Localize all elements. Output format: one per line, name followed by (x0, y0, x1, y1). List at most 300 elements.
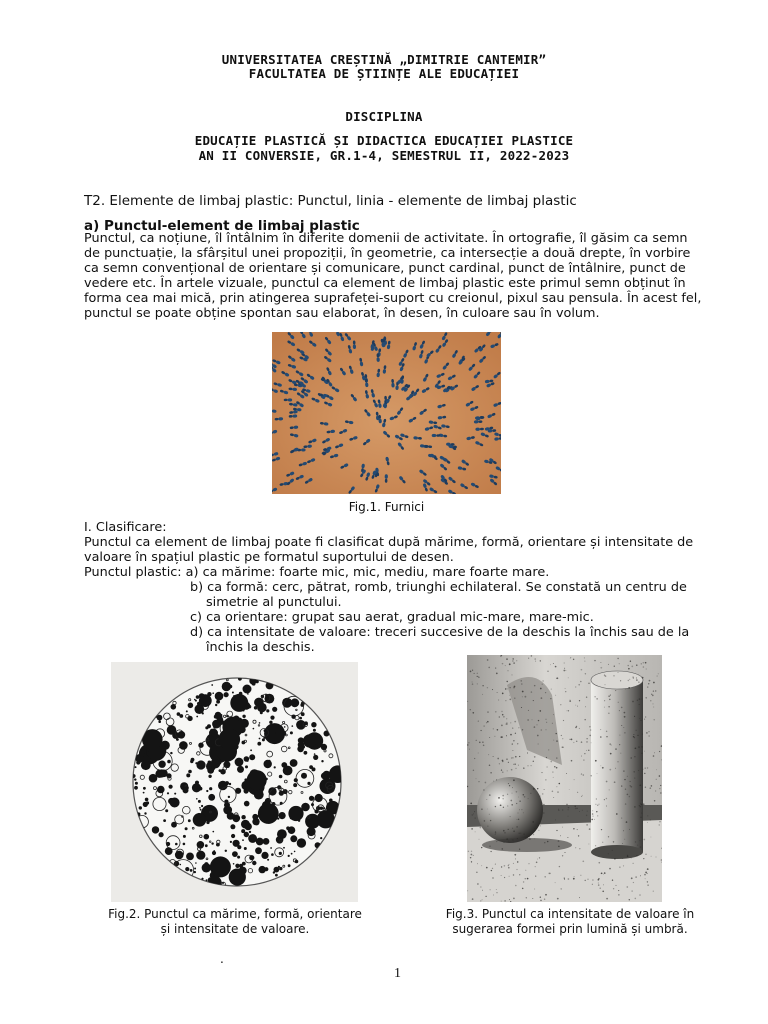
stipple-dot (577, 829, 578, 830)
stipple-dot (534, 658, 536, 660)
dot-mark (212, 766, 215, 769)
stipple-dot (626, 886, 628, 888)
stipple-dot (545, 894, 547, 896)
dot-mark (291, 853, 293, 855)
stipple-dot (589, 735, 591, 737)
stipple-dot (639, 718, 640, 719)
stipple-dot (564, 852, 565, 853)
dot-mark (175, 843, 178, 846)
stipple-dot (508, 841, 509, 842)
stipple-dot (467, 744, 468, 745)
stipple-dot (598, 884, 599, 885)
dot-mark (233, 863, 235, 865)
stipple-dot (517, 819, 518, 820)
dot-mark (242, 702, 250, 710)
stipple-dot (544, 842, 545, 843)
stipple-dot (504, 832, 506, 834)
dot-mark (190, 760, 193, 763)
stipple-dot (608, 695, 609, 696)
stipple-dot (519, 800, 520, 801)
stipple-dot (643, 666, 645, 668)
dot-mark (158, 761, 165, 768)
stipple-dot (584, 753, 585, 754)
stipple-dot (589, 726, 590, 727)
stipple-dot (595, 845, 596, 846)
stipple-dot (656, 779, 657, 780)
stipple-dot (615, 690, 616, 691)
stipple-dot (472, 683, 474, 685)
stipple-dot (496, 892, 497, 893)
stipple-dot (503, 716, 505, 718)
stipple-dot (534, 756, 536, 758)
dot-mark (178, 731, 186, 739)
stipple-dot (642, 734, 643, 735)
stipple-dot (558, 840, 560, 842)
stipple-dot (581, 756, 582, 757)
stipple-dot (497, 692, 498, 693)
stipple-dot (553, 777, 554, 778)
stipple-dot (565, 670, 566, 671)
dot-mark (247, 760, 249, 762)
stipple-dot (487, 711, 488, 712)
stipple-dot (528, 710, 529, 711)
stipple-dot (604, 675, 605, 676)
stipple-dot (555, 666, 557, 668)
stipple-dot (587, 811, 588, 812)
stipple-dot (507, 806, 508, 807)
stipple-dot (639, 894, 641, 896)
stipple-dot (512, 750, 513, 751)
stipple-dot (596, 798, 597, 799)
stipple-dot (511, 804, 513, 806)
dot-mark (263, 838, 270, 845)
stipple-dot (541, 729, 543, 731)
stipple-dot (515, 885, 517, 887)
stipple-dot (645, 878, 646, 879)
stipple-dot (482, 694, 483, 695)
stipple-dot (609, 699, 611, 701)
stipple-dot (552, 723, 553, 724)
dot-mark (230, 824, 235, 829)
stipple-dot (603, 884, 604, 885)
dot-mark (299, 717, 302, 720)
stipple-dot (544, 789, 545, 790)
stipple-dot (477, 883, 479, 885)
stipple-dot (473, 855, 474, 856)
dot-mark (217, 761, 221, 765)
dot-mark (295, 860, 299, 864)
dot-mark (237, 766, 244, 773)
stipple-dot (489, 814, 490, 815)
stipple-dot (646, 668, 647, 669)
dot-mark (279, 852, 282, 855)
dot-mark (244, 847, 247, 850)
stipple-dot (471, 861, 472, 862)
stipple-dot (512, 787, 513, 788)
stipple-dot (647, 873, 648, 874)
stipple-dot (564, 662, 565, 663)
stipple-dot (606, 736, 607, 737)
dot-mark (206, 879, 208, 881)
stipple-dot (566, 773, 567, 774)
stipple-dot (483, 789, 485, 791)
stipple-dot (556, 786, 557, 787)
stipple-dot (597, 805, 598, 806)
stipple-dot (636, 678, 637, 679)
stipple-dot (512, 660, 513, 661)
stipple-dot (602, 842, 603, 843)
stipple-dot (489, 737, 490, 738)
stipple-dot (517, 861, 518, 862)
dot-mark (241, 815, 245, 819)
dot-mark (284, 726, 286, 728)
stipple-dot (654, 752, 655, 753)
stipple-dot (505, 665, 506, 666)
dot-mark (179, 741, 188, 750)
stipple-dot (476, 778, 477, 779)
stipple-dot (499, 763, 500, 764)
stipple-dot (647, 868, 649, 870)
stipple-dot (616, 813, 618, 815)
dot-mark (198, 813, 200, 815)
stipple-dot (649, 680, 651, 682)
stipple-dot (575, 808, 577, 810)
stipple-dot (581, 773, 582, 774)
stipple-dot (624, 779, 625, 780)
dot-mark (228, 796, 230, 798)
dot-mark (264, 867, 268, 871)
stipple-dot (479, 742, 481, 744)
dot-mark (200, 809, 202, 811)
stipple-dot (515, 756, 517, 758)
stipple-dot (608, 713, 609, 714)
dot-mark (321, 744, 327, 750)
dot-mark (255, 847, 262, 854)
stipple-dot (485, 782, 487, 784)
section-title: T2. Elemente de limbaj plastic: Punctul, linia - elemente de limbaj plastic (84, 193, 577, 209)
dot-mark (265, 778, 268, 781)
stipple-dot (501, 848, 503, 850)
stipple-dot (595, 804, 596, 805)
stipple-dot (563, 720, 564, 721)
stipple-dot (477, 683, 478, 684)
stipple-dot (470, 671, 472, 673)
dot-mark (264, 723, 285, 744)
dot-mark (307, 782, 310, 785)
stipple-dot (468, 851, 469, 852)
stipple-dot (508, 762, 509, 763)
stipple-dot (577, 808, 578, 809)
stipple-dot (653, 706, 654, 707)
stipple-dot (521, 683, 523, 685)
stipple-dot (606, 805, 607, 806)
stipple-dot (540, 900, 542, 902)
stipple-dot (579, 897, 580, 898)
stipple-dot (496, 841, 497, 842)
stipple-dot (531, 691, 532, 692)
stipple-dot (584, 661, 585, 662)
stipple-dot (486, 722, 487, 723)
stipple-dot (630, 785, 631, 786)
stipple-dot (588, 750, 589, 751)
stipple-dot (591, 742, 592, 743)
dot-mark (185, 786, 189, 790)
stipple-dot (556, 767, 558, 769)
stipple-dot (479, 839, 480, 840)
stipple-dot (628, 687, 630, 689)
stipple-dot (562, 738, 563, 739)
stipple-dot (564, 877, 565, 878)
stipple-dot (576, 741, 577, 742)
dot-mark (139, 806, 142, 809)
stipple-dot (573, 828, 575, 830)
dot-mark (163, 819, 166, 822)
stipple-dot (590, 775, 591, 776)
dot-mark (254, 706, 258, 710)
stipple-dot (556, 733, 557, 734)
stipple-dot (598, 862, 600, 864)
dot-mark (205, 844, 208, 847)
stipple-dot (660, 785, 661, 786)
stipple-dot (623, 770, 624, 771)
stipple-dot (614, 666, 615, 667)
dot-mark (149, 774, 158, 783)
stipple-dot (540, 897, 541, 898)
stipple-dot (467, 701, 468, 702)
stipple-dot (519, 756, 520, 757)
stipple-dot (542, 680, 543, 681)
stipple-dot (614, 781, 616, 783)
stipple-dot (507, 670, 508, 671)
stipple-dot (558, 809, 559, 810)
stipple-dot (533, 761, 534, 762)
dot-mark (199, 693, 205, 699)
stipple-dot (608, 853, 609, 854)
stipple-dot (624, 732, 626, 734)
stipple-dot (502, 795, 504, 797)
stipple-dot (474, 811, 475, 812)
stipple-dot (518, 832, 520, 834)
dot-mark (155, 731, 159, 735)
fig2-dots-circle-image (111, 662, 358, 902)
stipple-dot (644, 874, 646, 876)
stipple-dot (625, 689, 626, 690)
dot-mark (274, 766, 276, 768)
dot-mark (243, 685, 252, 694)
dot-mark (199, 807, 201, 809)
dot-mark (242, 715, 245, 718)
stipple-dot (533, 834, 534, 835)
stipple-dot (497, 758, 499, 760)
fig2-caption-line1: Fig.2. Punctul ca mărime, formă, orientare (108, 907, 362, 921)
stipple-dot (651, 694, 652, 695)
fig3-caption-line1: Fig.3. Punctul ca intensitate de valoare în (445, 907, 695, 921)
stipple-dot (647, 815, 648, 816)
dot-mark (224, 692, 229, 697)
stipple-dot (493, 895, 494, 896)
stipple-dot (482, 890, 483, 891)
stipple-dot (538, 744, 539, 745)
stipple-dot (638, 746, 640, 748)
stipple-dot (535, 866, 536, 867)
stipple-dot (634, 806, 636, 808)
stipple-dot (555, 695, 556, 696)
stipple-dot (583, 774, 585, 776)
stipple-dot (530, 765, 531, 766)
stipple-dot (534, 726, 536, 728)
dot-mark (233, 840, 240, 847)
university-name: UNIVERSITATEA CREȘTINĂ „DIMITRIE CANTEMIR” (221, 52, 547, 67)
dot-mark (255, 680, 258, 683)
stipple-dot (480, 900, 481, 901)
stipple-dot (475, 831, 476, 832)
dot-mark (174, 793, 176, 795)
dot-mark (207, 724, 211, 728)
stipple-dot (619, 735, 620, 736)
stipple-dot (627, 855, 628, 856)
dot-mark (211, 842, 213, 844)
dot-mark (305, 806, 307, 808)
stipple-dot (621, 725, 622, 726)
stipple-dot (474, 758, 475, 759)
stipple-dot (563, 670, 565, 672)
dot-mark (250, 855, 254, 859)
stipple-dot (600, 736, 602, 738)
stipple-dot (482, 741, 483, 742)
stipple-dot (521, 680, 522, 681)
stipple-dot (525, 870, 526, 871)
stipple-dot (495, 668, 496, 669)
dot-mark (237, 856, 240, 859)
stipple-dot (529, 836, 530, 837)
stipple-dot (640, 803, 641, 804)
paragraph-line: Punctul, ca noțiune, îl întâlnim în diferite domenii de activitate. În ortografie, îl găsim ca semn (84, 231, 688, 246)
stipple-dot (516, 826, 518, 828)
dot-mark (283, 847, 285, 849)
stipple-dot (504, 865, 506, 867)
stipple-dot (518, 819, 519, 820)
stipple-dot (523, 794, 525, 796)
stipple-dot (567, 816, 568, 817)
stipple-dot (478, 677, 479, 678)
dot-mark (252, 682, 256, 686)
dot-mark (314, 753, 316, 755)
dot-mark (159, 832, 164, 837)
dot-mark (158, 720, 161, 723)
stipple-dot (559, 783, 561, 785)
stipple-dot (571, 739, 573, 741)
stipple-dot (615, 768, 616, 769)
dot-mark (293, 783, 297, 787)
stipple-dot (473, 813, 474, 814)
stipple-dot (657, 676, 658, 677)
dot-mark (311, 722, 316, 727)
stipple-dot (520, 833, 521, 834)
stipple-dot (543, 812, 545, 814)
stipple-dot (514, 854, 516, 856)
dot-mark (286, 826, 290, 830)
stipple-dot (523, 812, 524, 813)
dot-mark (260, 867, 262, 869)
stipple-dot (598, 804, 599, 805)
stipple-dot (557, 677, 559, 679)
stipple-dot (594, 660, 595, 661)
dot-mark (229, 783, 231, 785)
stipple-dot (560, 704, 561, 705)
stipple-dot (470, 857, 471, 858)
fig2-caption-line2: și intensitate de valoare. (160, 922, 310, 936)
stipple-dot (491, 870, 492, 871)
stipple-dot (621, 707, 623, 709)
stipple-dot (647, 881, 648, 882)
stipple-dot (513, 662, 514, 663)
stipple-dot (635, 841, 636, 842)
dot-mark (215, 704, 217, 706)
stipple-dot (513, 863, 514, 864)
stipple-dot (643, 769, 644, 770)
stipple-dot (608, 836, 609, 837)
stipple-dot (618, 894, 619, 895)
dot-mark (264, 760, 272, 768)
dot-mark (253, 728, 255, 730)
stipple-dot (567, 837, 568, 838)
stipple-dot (502, 693, 504, 695)
dot-mark (152, 826, 159, 833)
stipple-dot (502, 663, 504, 665)
stipple-dot (495, 711, 497, 713)
stipple-dot (566, 804, 568, 806)
stipple-dot (495, 834, 496, 835)
stipple-dot (613, 888, 614, 889)
stipple-dot (615, 748, 617, 750)
stipple-dot (653, 690, 654, 691)
stipple-dot (489, 845, 491, 847)
stipple-dot (575, 686, 576, 687)
stipple-dot (629, 829, 630, 830)
stipple-dot (550, 698, 551, 699)
stipple-dot (476, 872, 477, 873)
stipple-dot (516, 791, 518, 793)
stipple-dot (631, 877, 633, 879)
dot-mark (311, 803, 314, 806)
stipple-dot (510, 816, 511, 817)
dot-mark (313, 729, 316, 732)
stipple-dot (501, 725, 503, 727)
stipple-dot (598, 882, 599, 883)
dot-mark (190, 869, 193, 872)
stipple-dot (560, 888, 561, 889)
stipple-dot (505, 700, 506, 701)
stipple-dot (514, 763, 515, 764)
fig3-caption-line2: sugerarea formei prin lumină și umbră. (452, 922, 688, 936)
stipple-dot (573, 742, 574, 743)
stipple-dot (505, 688, 506, 689)
dot-mark (315, 844, 318, 847)
stipple-dot (480, 730, 481, 731)
classification-heading: I. Clasificare: (84, 520, 167, 535)
dot-mark (165, 809, 168, 812)
stipple-dot (534, 839, 535, 840)
dot-mark (196, 760, 205, 769)
stipple-dot (655, 790, 656, 791)
dot-mark (196, 851, 205, 860)
dot-mark (320, 807, 323, 810)
stipple-dot (606, 781, 608, 783)
stipple-dot (543, 804, 544, 805)
dot-mark (245, 765, 248, 768)
stipple-dot (506, 838, 508, 840)
stipple-dot (635, 747, 637, 749)
